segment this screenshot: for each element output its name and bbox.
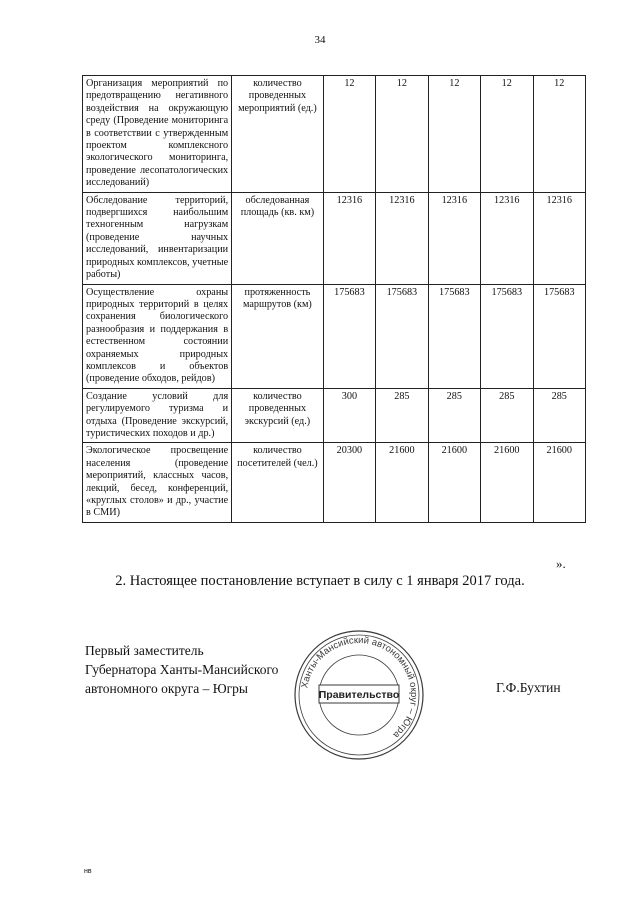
unit-cell: протяженность маршрутов (км): [232, 284, 324, 388]
unit-cell: обследованная площадь (кв. км): [232, 192, 324, 284]
value-cell: 285: [428, 388, 480, 443]
value-cell: 21600: [428, 443, 480, 522]
value-cell: 12: [323, 76, 375, 193]
activity-name-cell: Экологическое просвещение населения (проведение мероприятий, классных часов, лекций, бесед, конференций, «круглых столов» и др., участие в СМИ): [83, 443, 232, 522]
value-cell: 12316: [376, 192, 428, 284]
table-row: [83, 192, 586, 284]
value-cell: 12: [533, 76, 586, 193]
value-cell: 12: [481, 76, 533, 193]
page-number: 34: [314, 34, 326, 46]
closing-quote: ».: [556, 556, 566, 571]
value-cell: 300: [323, 388, 375, 443]
value-cell: 12316: [533, 192, 586, 284]
value-cell: 21600: [481, 443, 533, 522]
effective-date-clause: 2. Настоящее постановление вступает в силу с 1 января 2017 года.: [115, 573, 525, 589]
value-cell: 285: [533, 388, 586, 443]
table-row: [83, 284, 586, 388]
value-cell: 175683: [533, 284, 586, 388]
value-cell: 12316: [481, 192, 533, 284]
seal-ring-text: Ханты-Мансийский автономный округ – Югра: [299, 634, 420, 741]
value-cell: 12316: [323, 192, 375, 284]
unit-cell: количество проведенных мероприятий (ед.): [232, 76, 324, 193]
official-seal-stamp: [292, 628, 426, 762]
activity-name-cell: Организация мероприятий по предотвращению негативного воздействия на окружающую среду (Проведение мониторинга в соответствии с утвержденным проектом комплексного экологического мониторинга, проведение лесопатологических исследований): [83, 76, 232, 193]
seal-center-text: Правительство: [318, 689, 400, 701]
value-cell: 21600: [376, 443, 428, 522]
activities-table: [82, 75, 586, 523]
activity-name-cell: Обследование территорий, подвергшихся наибольшим техногенным нагрузкам (проведение научных исследований, инвентаризации природных комплексов, учетные работы): [83, 192, 232, 284]
value-cell: 175683: [481, 284, 533, 388]
value-cell: 12: [428, 76, 480, 193]
value-cell: 21600: [533, 443, 586, 522]
activity-name-cell: Осуществление охраны природных территорий в целях сохранения биологического разнообразия и поддержания в естественном состоянии охраняемых природных комплексов и объектов (проведение обходов, рейдов): [83, 284, 232, 388]
signer-title-line-3: автономного округа – Югры: [85, 681, 248, 696]
signer-title-line-2: Губернатора Ханты-Мансийского: [85, 662, 279, 677]
seal-graphic: [292, 628, 426, 762]
value-cell: 175683: [323, 284, 375, 388]
signer-name: Г.Ф.Бухтин: [496, 680, 561, 695]
value-cell: 12316: [428, 192, 480, 284]
value-cell: 175683: [376, 284, 428, 388]
footer-mark: нв: [84, 868, 92, 875]
value-cell: 285: [376, 388, 428, 443]
value-cell: 175683: [428, 284, 480, 388]
signer-title-line-1: Первый заместитель: [85, 643, 204, 658]
unit-cell: количество посетителей (чел.): [232, 443, 324, 522]
signer-title: [85, 641, 278, 698]
table-row: [83, 443, 586, 522]
unit-cell: количество проведенных экскурсий (ед.): [232, 388, 324, 443]
value-cell: 20300: [323, 443, 375, 522]
table-row: [83, 76, 586, 193]
value-cell: 285: [481, 388, 533, 443]
table-row: [83, 388, 586, 443]
activity-name-cell: Создание условий для регулируемого туризма и отдыха (Проведение экскурсий, туристических походов и др.): [83, 388, 232, 443]
value-cell: 12: [376, 76, 428, 193]
